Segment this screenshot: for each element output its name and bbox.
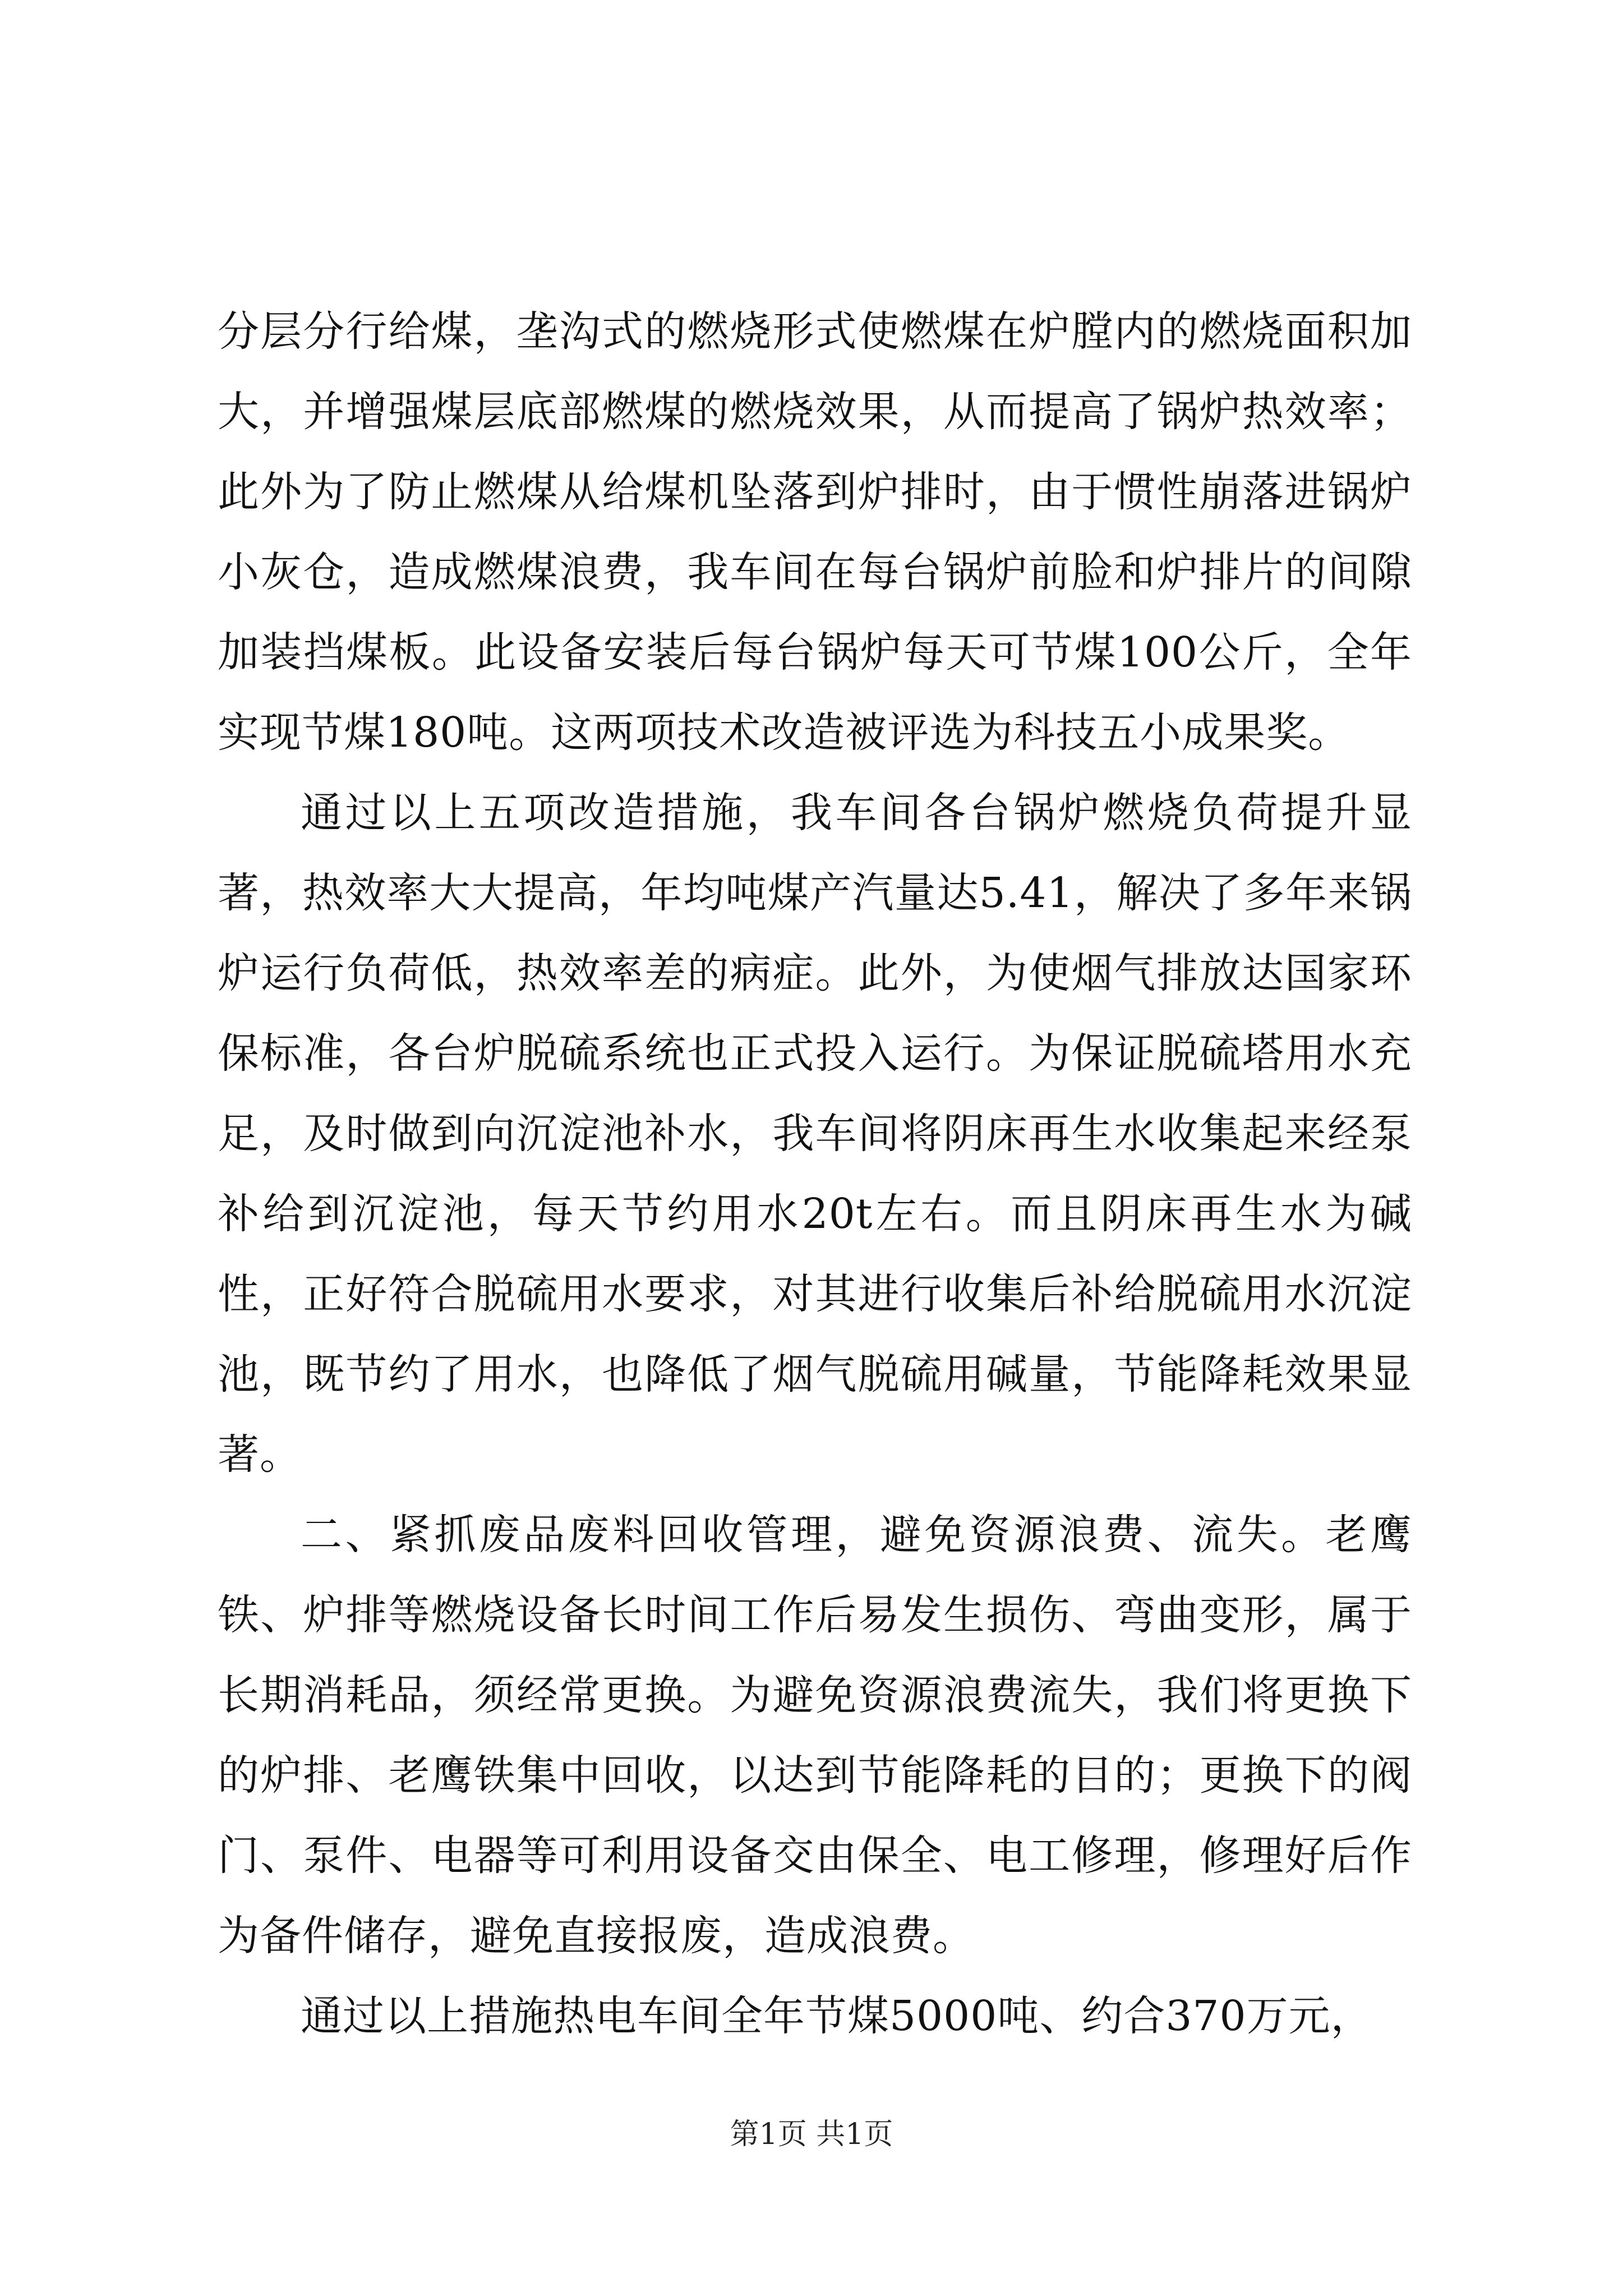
paragraph-4: 通过以上措施热电车间全年节煤5000吨、约合370万元，	[301, 1992, 1373, 2040]
paragraph-2: 通过以上五项改造措施，我车间各台锅炉燃烧负荷提升显著，热效率大大提高，年均吨煤产汽量达5.41，解决了多年来锅炉运行负荷低，热效率差的病症。此外，为使烟气排放达国家环保标准，各台炉脱硫系统也正式投入运行。为保证脱硫塔用水充足，及时做到向沉淀池补水，我车间将阴床再生水收集起来经泵补给到沉淀池，每天节约用水20t左右。而且阴床再生水为碱性，正好符合脱硫用水要求，对其进行收集后补给脱硫用水沉淀池，既节约了用水，也降低了烟气脱硫用碱量，节能降耗效果显著。	[218, 789, 1412, 1479]
paragraph-1: 分层分行给煤，垄沟式的燃烧形式使燃煤在炉膛内的燃烧面积加大，并增强煤层底部燃煤的燃烧效果，从而提高了锅炉热效率；此外为了防止燃煤从给煤机坠落到炉排时，由于惯性崩落进锅炉小灰仓，造成燃煤浪费，我车间在每台锅炉前脸和炉排片的间隙加装挡煤板。此设备安装后每台锅炉每天可节煤100公斤，全年实现节煤180吨。这两项技术改造被评选为科技五小成果奖。	[218, 307, 1412, 757]
page-footer: 第1页 共1页	[730, 2118, 893, 2151]
paragraph-3: 二、紧抓废品废料回收管理，避免资源浪费、流失。老鹰铁、炉排等燃烧设备长时间工作后易发生损伤、弯曲变形，属于长期消耗品，须经常更换。为避免资源浪费流失，我们将更换下的炉排、老鹰铁集中回收，以达到节能降耗的目的；更换下的阀门、泵件、电器等可利用设备交由保全、电工修理，修理好后作为备件储存，避免直接报废，造成浪费。	[218, 1511, 1412, 1960]
document-body	[218, 292, 1412, 2056]
